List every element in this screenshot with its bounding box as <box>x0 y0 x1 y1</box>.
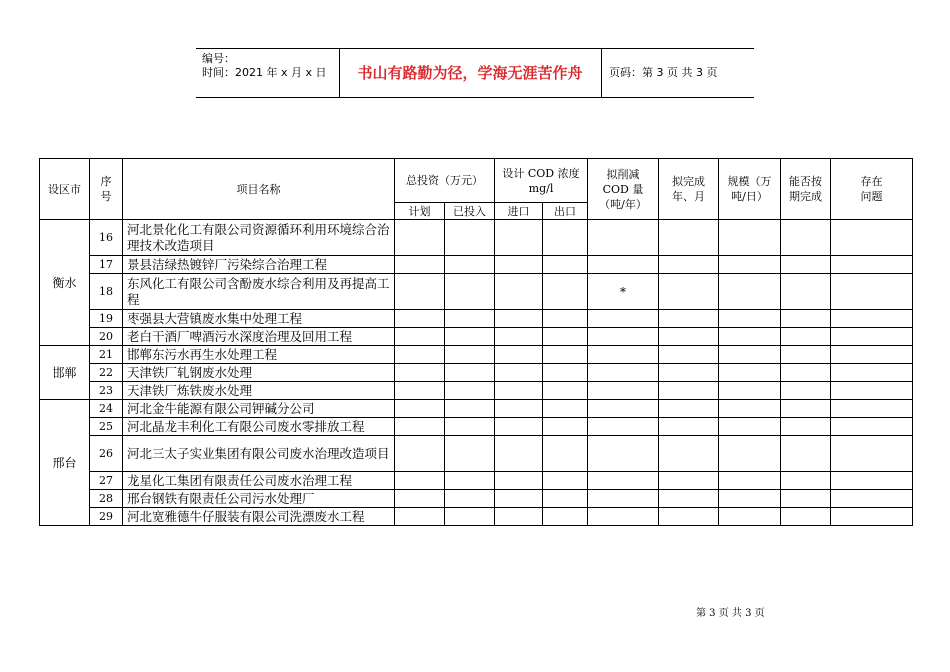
issues-cell <box>831 508 913 526</box>
header-motto: 书山有路勤为径，学海无涯苦作舟 <box>357 64 583 82</box>
table-row <box>40 364 913 382</box>
cod-reduce-cell <box>588 310 659 328</box>
cod-reduce-cell <box>588 418 659 436</box>
invest-done-cell <box>445 346 495 364</box>
cod-reduce-cell <box>588 382 659 400</box>
project-name-cell: 河北景化化工有限公司资源循环利用环境综合治理技术改造项目 <box>123 220 395 256</box>
cod-in-cell <box>495 436 543 472</box>
invest-plan-cell <box>395 364 445 382</box>
scale-cell <box>719 490 781 508</box>
invest-plan-cell <box>395 346 445 364</box>
project-name-cell: 邯郸东污水再生水处理工程 <box>123 346 395 364</box>
code-label: 编号： <box>202 52 235 65</box>
on-time-cell <box>781 346 831 364</box>
invest-done-cell <box>445 310 495 328</box>
table-row <box>40 274 913 310</box>
cod-in-cell <box>495 472 543 490</box>
project-name-cell: 景县洁绿热镀锌厂污染综合治理工程 <box>123 256 395 274</box>
invest-plan-cell <box>395 256 445 274</box>
col-header-invest-plan: 计划 <box>395 203 445 220</box>
issues-cell <box>831 472 913 490</box>
scale-cell <box>719 382 781 400</box>
city-cell: 邢台 <box>40 400 90 526</box>
col-header-complete-date: 拟完成年、月 <box>659 159 719 220</box>
on-time-cell <box>781 490 831 508</box>
issues-cell <box>831 490 913 508</box>
table-row <box>40 310 913 328</box>
issues-cell <box>831 328 913 346</box>
seq-cell: 26 <box>90 436 123 472</box>
complete-date-cell <box>659 220 719 256</box>
time-label: 时间：2021 年 x 月 x 日 <box>202 66 327 79</box>
cod-in-cell <box>495 328 543 346</box>
scale-cell <box>719 364 781 382</box>
document-header <box>196 48 754 98</box>
invest-done-cell <box>445 472 495 490</box>
cod-out-cell <box>543 490 588 508</box>
scale-cell <box>719 346 781 364</box>
invest-plan-cell <box>395 400 445 418</box>
scale-cell <box>719 472 781 490</box>
complete-date-cell <box>659 508 719 526</box>
scale-cell <box>719 508 781 526</box>
col-header-cod-out: 出口 <box>543 203 588 220</box>
on-time-cell <box>781 274 831 310</box>
on-time-cell <box>781 220 831 256</box>
table-row <box>40 418 913 436</box>
cod-in-cell <box>495 418 543 436</box>
cod-out-cell <box>543 274 588 310</box>
invest-plan-cell <box>395 274 445 310</box>
seq-cell: 25 <box>90 418 123 436</box>
cod-out-cell <box>543 364 588 382</box>
on-time-cell <box>781 418 831 436</box>
invest-done-cell <box>445 220 495 256</box>
invest-plan-cell <box>395 382 445 400</box>
project-name-cell: 河北晶龙丰利化工有限公司废水零排放工程 <box>123 418 395 436</box>
cod-in-cell <box>495 256 543 274</box>
issues-cell <box>831 310 913 328</box>
city-cell: 邯郸 <box>40 346 90 400</box>
cod-reduce-cell <box>588 220 659 256</box>
seq-cell: 29 <box>90 508 123 526</box>
issues-cell <box>831 418 913 436</box>
col-header-on-time: 能否按期完成 <box>781 159 831 220</box>
invest-plan-cell <box>395 328 445 346</box>
cod-in-cell <box>495 364 543 382</box>
scale-cell <box>719 418 781 436</box>
table-row <box>40 400 913 418</box>
cod-out-cell <box>543 310 588 328</box>
complete-date-cell <box>659 310 719 328</box>
table-row <box>40 328 913 346</box>
table-row <box>40 346 913 364</box>
cod-in-cell <box>495 346 543 364</box>
project-name-cell: 枣强县大营镇废水集中处理工程 <box>123 310 395 328</box>
col-header-scale: 规模（万吨/日） <box>719 159 781 220</box>
scale-cell <box>719 328 781 346</box>
seq-cell: 18 <box>90 274 123 310</box>
issues-cell <box>831 274 913 310</box>
complete-date-cell <box>659 472 719 490</box>
cod-reduce-cell <box>588 256 659 274</box>
issues-cell <box>831 436 913 472</box>
cod-out-cell <box>543 418 588 436</box>
complete-date-cell <box>659 328 719 346</box>
table-row <box>40 508 913 526</box>
col-header-city: 设区市 <box>40 159 90 220</box>
seq-cell: 21 <box>90 346 123 364</box>
table-row <box>40 256 913 274</box>
invest-plan-cell <box>395 490 445 508</box>
cod-in-cell <box>495 382 543 400</box>
invest-done-cell <box>445 400 495 418</box>
complete-date-cell <box>659 256 719 274</box>
complete-date-cell <box>659 382 719 400</box>
cod-reduce-cell: * <box>588 274 659 310</box>
cod-reduce-cell <box>588 472 659 490</box>
cod-out-cell <box>543 400 588 418</box>
on-time-cell <box>781 310 831 328</box>
on-time-cell <box>781 400 831 418</box>
scale-cell <box>719 274 781 310</box>
cod-reduce-cell <box>588 400 659 418</box>
issues-cell <box>831 256 913 274</box>
invest-done-cell <box>445 508 495 526</box>
cod-reduce-cell <box>588 490 659 508</box>
cod-in-cell <box>495 310 543 328</box>
issues-cell <box>831 400 913 418</box>
issues-cell <box>831 364 913 382</box>
header-divider <box>601 49 602 97</box>
seq-cell: 27 <box>90 472 123 490</box>
cod-reduce-cell <box>588 346 659 364</box>
table-row <box>40 490 913 508</box>
invest-done-cell <box>445 364 495 382</box>
cod-out-cell <box>543 328 588 346</box>
on-time-cell <box>781 364 831 382</box>
project-name-cell: 河北三太子实业集团有限公司废水治理改造项目 <box>123 436 395 472</box>
table-row <box>40 472 913 490</box>
cod-out-cell <box>543 382 588 400</box>
on-time-cell <box>781 328 831 346</box>
seq-cell: 22 <box>90 364 123 382</box>
cod-in-cell <box>495 400 543 418</box>
issues-cell <box>831 220 913 256</box>
complete-date-cell <box>659 436 719 472</box>
on-time-cell <box>781 472 831 490</box>
invest-done-cell <box>445 328 495 346</box>
table-row <box>40 382 913 400</box>
seq-cell: 16 <box>90 220 123 256</box>
invest-done-cell <box>445 490 495 508</box>
invest-plan-cell <box>395 508 445 526</box>
city-cell: 衡水 <box>40 220 90 346</box>
complete-date-cell <box>659 490 719 508</box>
complete-date-cell <box>659 346 719 364</box>
seq-cell: 20 <box>90 328 123 346</box>
cod-out-cell <box>543 508 588 526</box>
complete-date-cell <box>659 364 719 382</box>
invest-done-cell <box>445 418 495 436</box>
cod-out-cell <box>543 220 588 256</box>
project-table <box>39 158 913 526</box>
seq-cell: 24 <box>90 400 123 418</box>
project-name-cell: 天津铁厂炼铁废水处理 <box>123 382 395 400</box>
invest-done-cell <box>445 436 495 472</box>
invest-done-cell <box>445 274 495 310</box>
cod-reduce-cell <box>588 436 659 472</box>
project-name-cell: 河北金牛能源有限公司钾碱分公司 <box>123 400 395 418</box>
header-page-number: 页码：第 3 页 共 3 页 <box>609 66 718 79</box>
project-name-cell: 邢台钢铁有限责任公司污水处理厂 <box>123 490 395 508</box>
col-header-cod-in: 进口 <box>495 203 543 220</box>
col-header-cod-design: 设计 COD 浓度 mg/l <box>495 159 588 203</box>
complete-date-cell <box>659 418 719 436</box>
seq-cell: 17 <box>90 256 123 274</box>
scale-cell <box>719 220 781 256</box>
project-name-cell: 东风化工有限公司含酚废水综合利用及再提高工程 <box>123 274 395 310</box>
project-name-cell: 河北宽雅德牛仔服装有限公司洗漂废水工程 <box>123 508 395 526</box>
invest-plan-cell <box>395 472 445 490</box>
page-footer: 第 3 页 共 3 页 <box>696 608 765 619</box>
invest-plan-cell <box>395 418 445 436</box>
invest-done-cell <box>445 256 495 274</box>
on-time-cell <box>781 382 831 400</box>
project-name-cell: 老白干酒厂啤酒污水深度治理及回用工程 <box>123 328 395 346</box>
issues-cell <box>831 382 913 400</box>
cod-in-cell <box>495 490 543 508</box>
scale-cell <box>719 256 781 274</box>
on-time-cell <box>781 256 831 274</box>
invest-plan-cell <box>395 436 445 472</box>
cod-reduce-cell <box>588 328 659 346</box>
cod-in-cell <box>495 508 543 526</box>
col-header-issues: 存在问题 <box>831 159 913 220</box>
issues-cell <box>831 346 913 364</box>
scale-cell <box>719 310 781 328</box>
project-name-cell: 龙星化工集团有限责任公司废水治理工程 <box>123 472 395 490</box>
invest-plan-cell <box>395 310 445 328</box>
header-divider <box>339 49 340 97</box>
scale-cell <box>719 400 781 418</box>
cod-out-cell <box>543 256 588 274</box>
project-name-cell: 天津铁厂轧钢废水处理 <box>123 364 395 382</box>
col-header-invest-done: 已投入 <box>445 203 495 220</box>
cod-reduce-cell <box>588 508 659 526</box>
table-row <box>40 220 913 256</box>
table-row <box>40 436 913 472</box>
seq-cell: 23 <box>90 382 123 400</box>
header-row <box>40 159 913 203</box>
cod-out-cell <box>543 346 588 364</box>
complete-date-cell <box>659 400 719 418</box>
invest-plan-cell <box>395 220 445 256</box>
seq-cell: 19 <box>90 310 123 328</box>
cod-out-cell <box>543 436 588 472</box>
header-left <box>202 49 338 97</box>
col-header-cod-reduce: 拟削减 COD 量（吨/年） <box>588 159 659 220</box>
on-time-cell <box>781 436 831 472</box>
cod-in-cell <box>495 220 543 256</box>
cod-out-cell <box>543 472 588 490</box>
invest-done-cell <box>445 382 495 400</box>
col-header-seq: 序号 <box>90 159 123 220</box>
scale-cell <box>719 436 781 472</box>
seq-cell: 28 <box>90 490 123 508</box>
cod-reduce-cell <box>588 364 659 382</box>
col-header-invest: 总投资（万元） <box>395 159 495 203</box>
cod-in-cell <box>495 274 543 310</box>
col-header-name: 项目名称 <box>123 159 395 220</box>
complete-date-cell <box>659 274 719 310</box>
on-time-cell <box>781 508 831 526</box>
